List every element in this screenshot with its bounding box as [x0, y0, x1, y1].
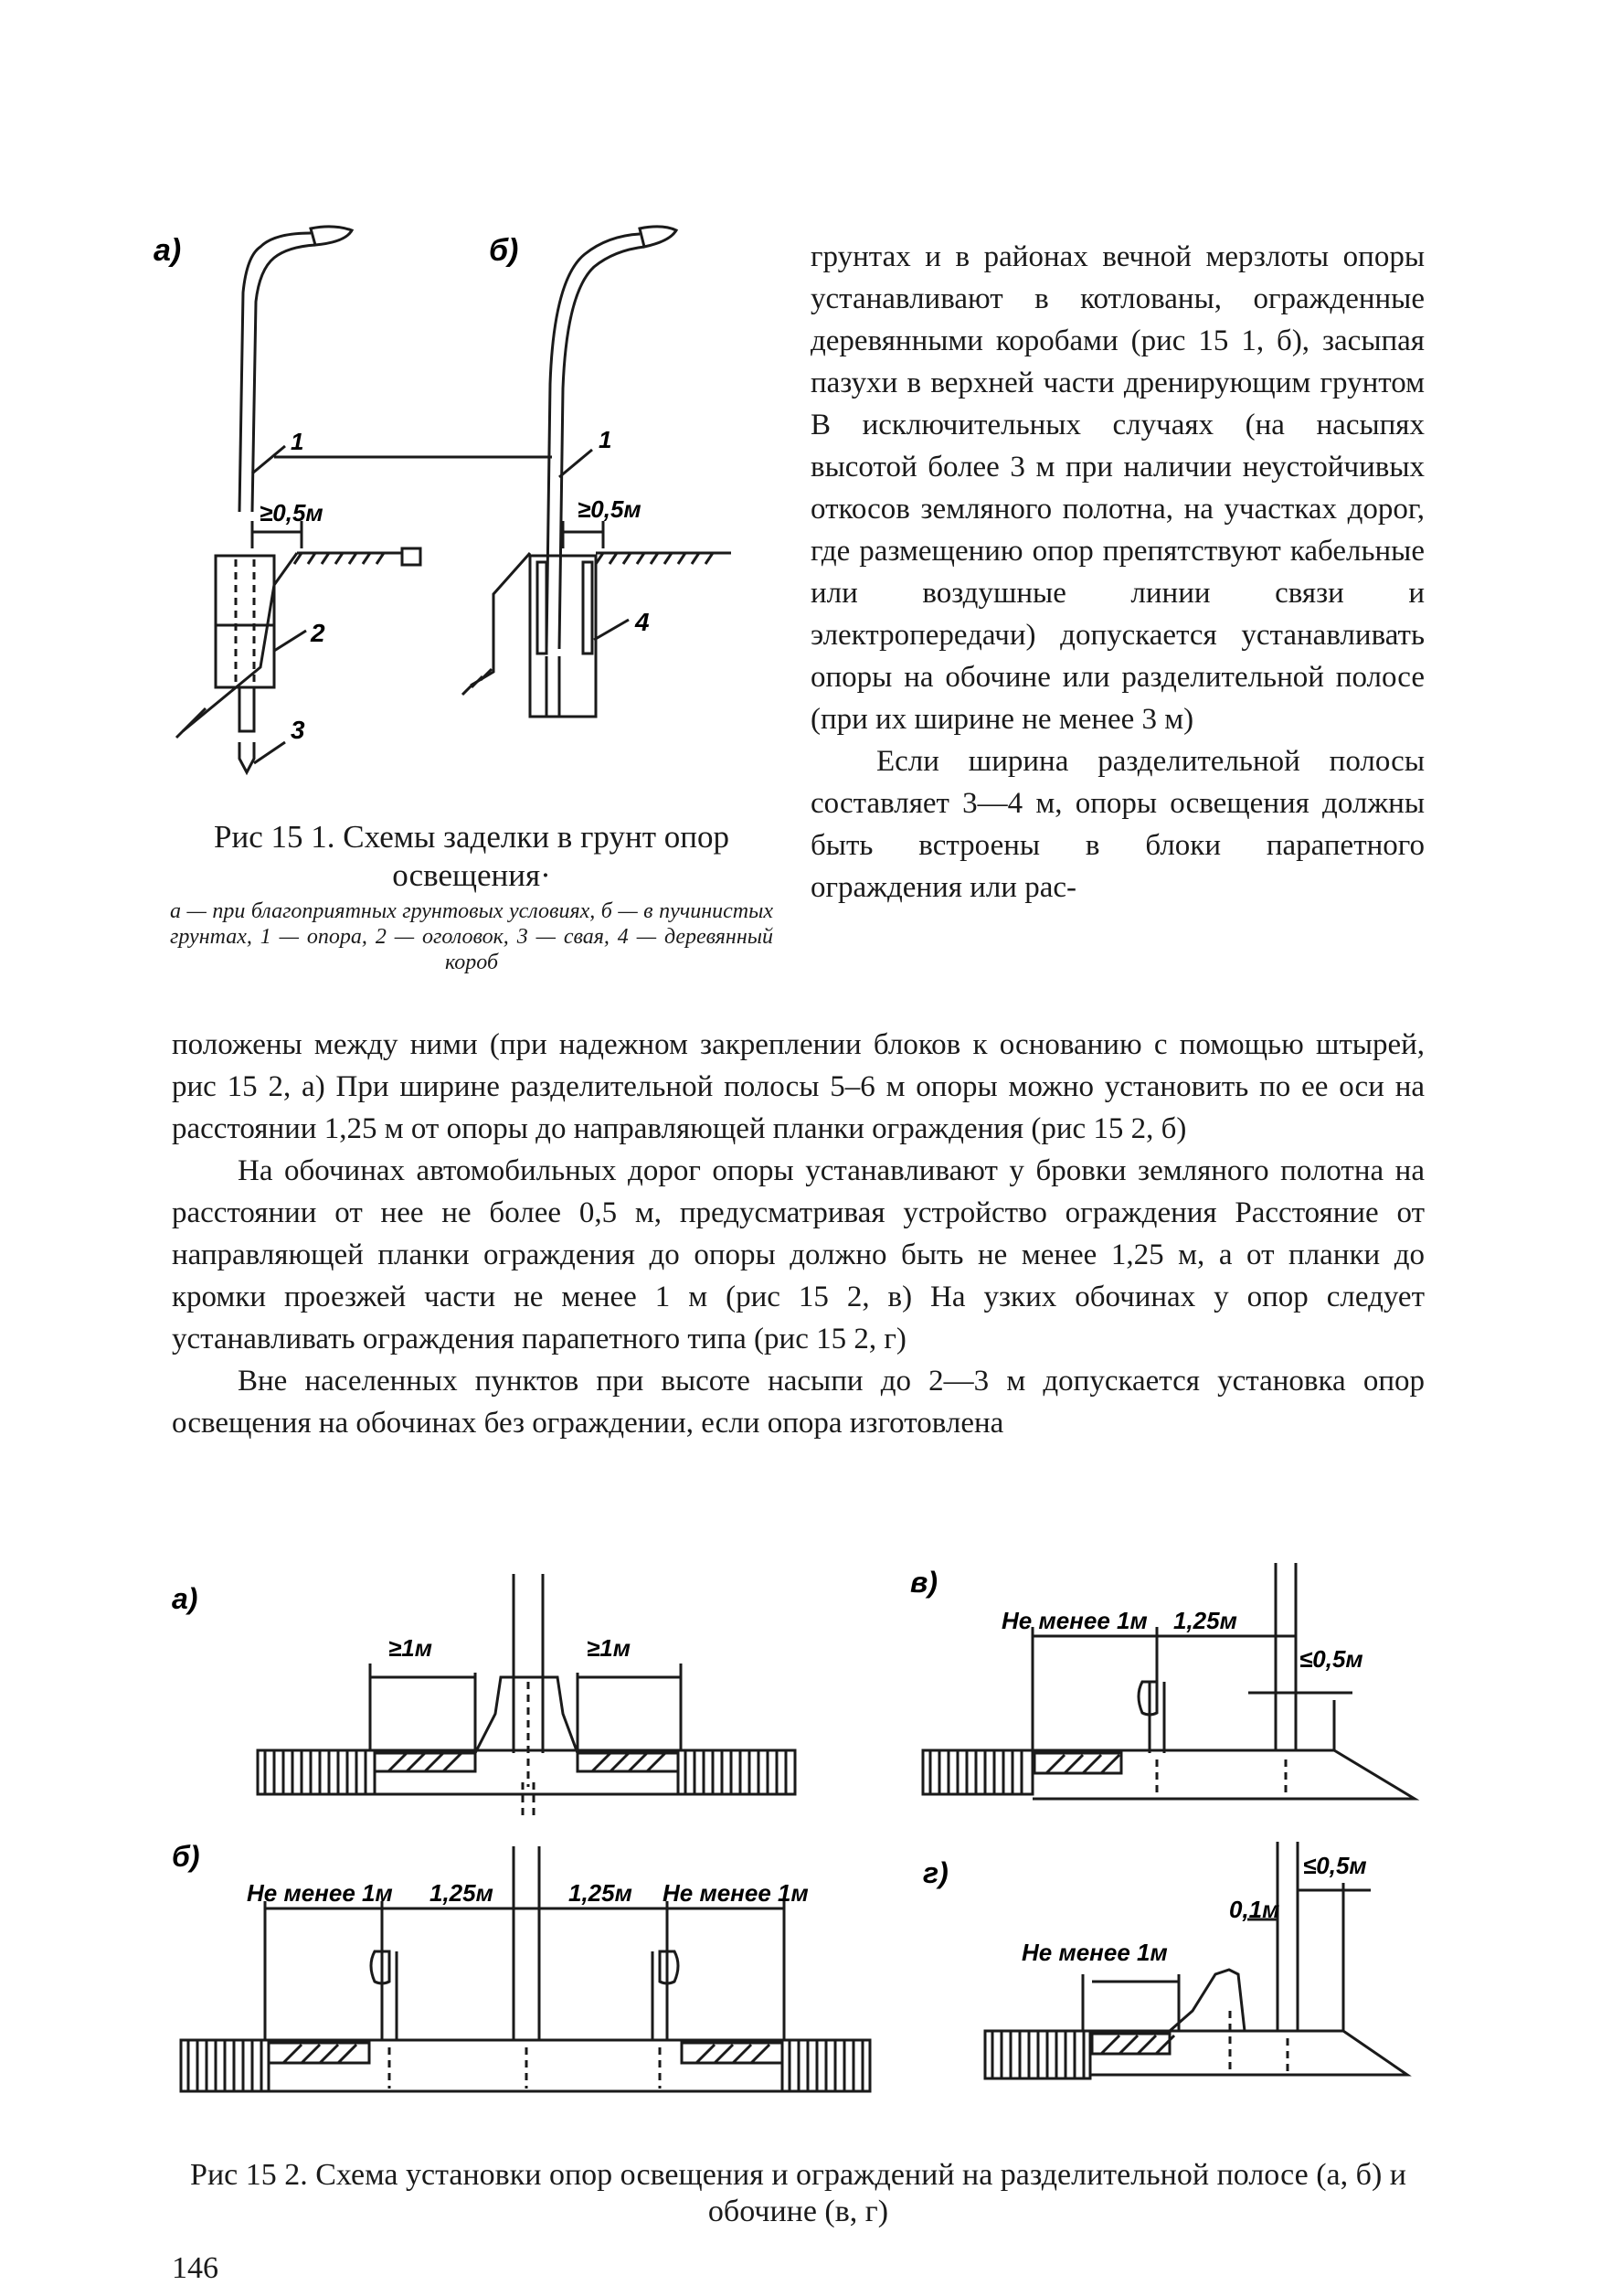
fig2-label-v: в) — [910, 1566, 938, 1599]
fig2-b-dim-4: Не менее 1м — [663, 1879, 809, 1907]
fig2-b-dim-3: 1,25м — [568, 1879, 632, 1907]
fig2-a-dim-left: ≥1м — [388, 1634, 432, 1662]
fig2-b-dim-1: Не менее 1м — [247, 1879, 393, 1907]
figure-15-1-caption — [170, 818, 773, 975]
fig1-num-1b: 1 — [599, 426, 612, 453]
fig2-v-dim-1: Не менее 1м — [1002, 1607, 1148, 1634]
figure-15-1 — [0, 0, 786, 804]
fig2-label-b: б) — [172, 1840, 200, 1873]
full-width-text — [172, 1024, 1425, 1444]
figure-15-2-caption: Рис 15 2. Схема установки опор освещения и ограждений на разделительной полосе (а, б) и обочине (в, г) — [190, 2158, 1406, 2228]
fig2-v-dim-3: ≤0,5м — [1299, 1645, 1363, 1673]
fig2-g-dim-3: Не менее 1м — [1022, 1939, 1168, 1966]
right-column-text — [811, 236, 1425, 909]
fig1-dim-b: ≥0,5м — [578, 495, 641, 523]
fig2-b-dim-2: 1,25м — [429, 1879, 493, 1907]
paragraph: Если ширина разделительной полосы составляет 3—4 м, опоры освещения должны быть встроены в блоки парапетного ограждения или рас- — [811, 745, 1425, 904]
fig2-v-dim-2: 1,25м — [1173, 1607, 1237, 1634]
fig1-num-4: 4 — [635, 608, 650, 636]
fig1-num-1a: 1 — [291, 428, 304, 455]
fig1-label-b: б) — [489, 233, 519, 268]
fig1-label-a: а) — [154, 233, 182, 268]
fig1-num-2: 2 — [311, 619, 325, 647]
fig2-g-dim-1: ≤0,5м — [1303, 1852, 1367, 1879]
figure-15-1-caption-title: Рис 15 1. Схемы заделки в грунт опор освещения· — [214, 819, 729, 893]
paragraph: На обочинах автомобильных дорог опоры устанавливают у бровки земляного полотна на расстоянии от нее не более 0,5 м, предусматривая устройство ограждения Расстояние от направляющей планки ограждения до опоры должно быть не менее 1,25 м, а от планки до кромки проезжей части не менее 1 м (рис 15 2, в) На узких обочинах у опор следует устанавливать ограждения парапетного типа (рис 15 2, г) — [172, 1154, 1425, 1355]
fig2-label-a: а) — [172, 1582, 198, 1615]
paragraph: грунтах и в районах вечной мерзлоты опоры устанавливают в котлованы, огражденные деревянными коробами (рис 15 1, б), засыпая пазухи в верхней части дренирующим грунтом В исключительных случаях (на насыпях высотой более 3 м при наличии неустойчивых откосов земляного полотна, на участках дорог, где размещению опор препятствуют кабельные или воздушные линии связи и электропередачи) допускается устанавливать опоры на обочине или разделительной полосе (при их ширине не менее 3 м) — [811, 240, 1425, 736]
paragraph: положены между ними (при надежном закреплении блоков к основанию с помощью штырей, рис 15 2, а) При ширине разделительной полосы 5–6 м опоры можно установить по ее оси на расстоянии 1,25 м от опоры до направляющей планки ограждения (рис 15 2, б) — [172, 1028, 1425, 1145]
fig2-g-dim-2: 0,1м — [1229, 1896, 1280, 1923]
fig2-label-g: г) — [923, 1856, 949, 1889]
page-number: 146 — [172, 2251, 218, 2285]
figure-15-1-caption-legend: а — при благоприятных грунтовых условиях, б — в пучинистых грунтах, 1 — опора, 2 — оголовок, 3 — свая, 4 — деревянный короб — [170, 899, 773, 974]
fig1-dim-a: ≥0,5м — [260, 499, 323, 526]
fig2-a-dim-right: ≥1м — [587, 1634, 631, 1662]
fig1-num-3: 3 — [291, 716, 305, 744]
paragraph: Вне населенных пунктов при высоте насыпи до 2—3 м допускается установка опор освещения на обочинах без ограждении, если опора изготовлена — [172, 1365, 1425, 1440]
